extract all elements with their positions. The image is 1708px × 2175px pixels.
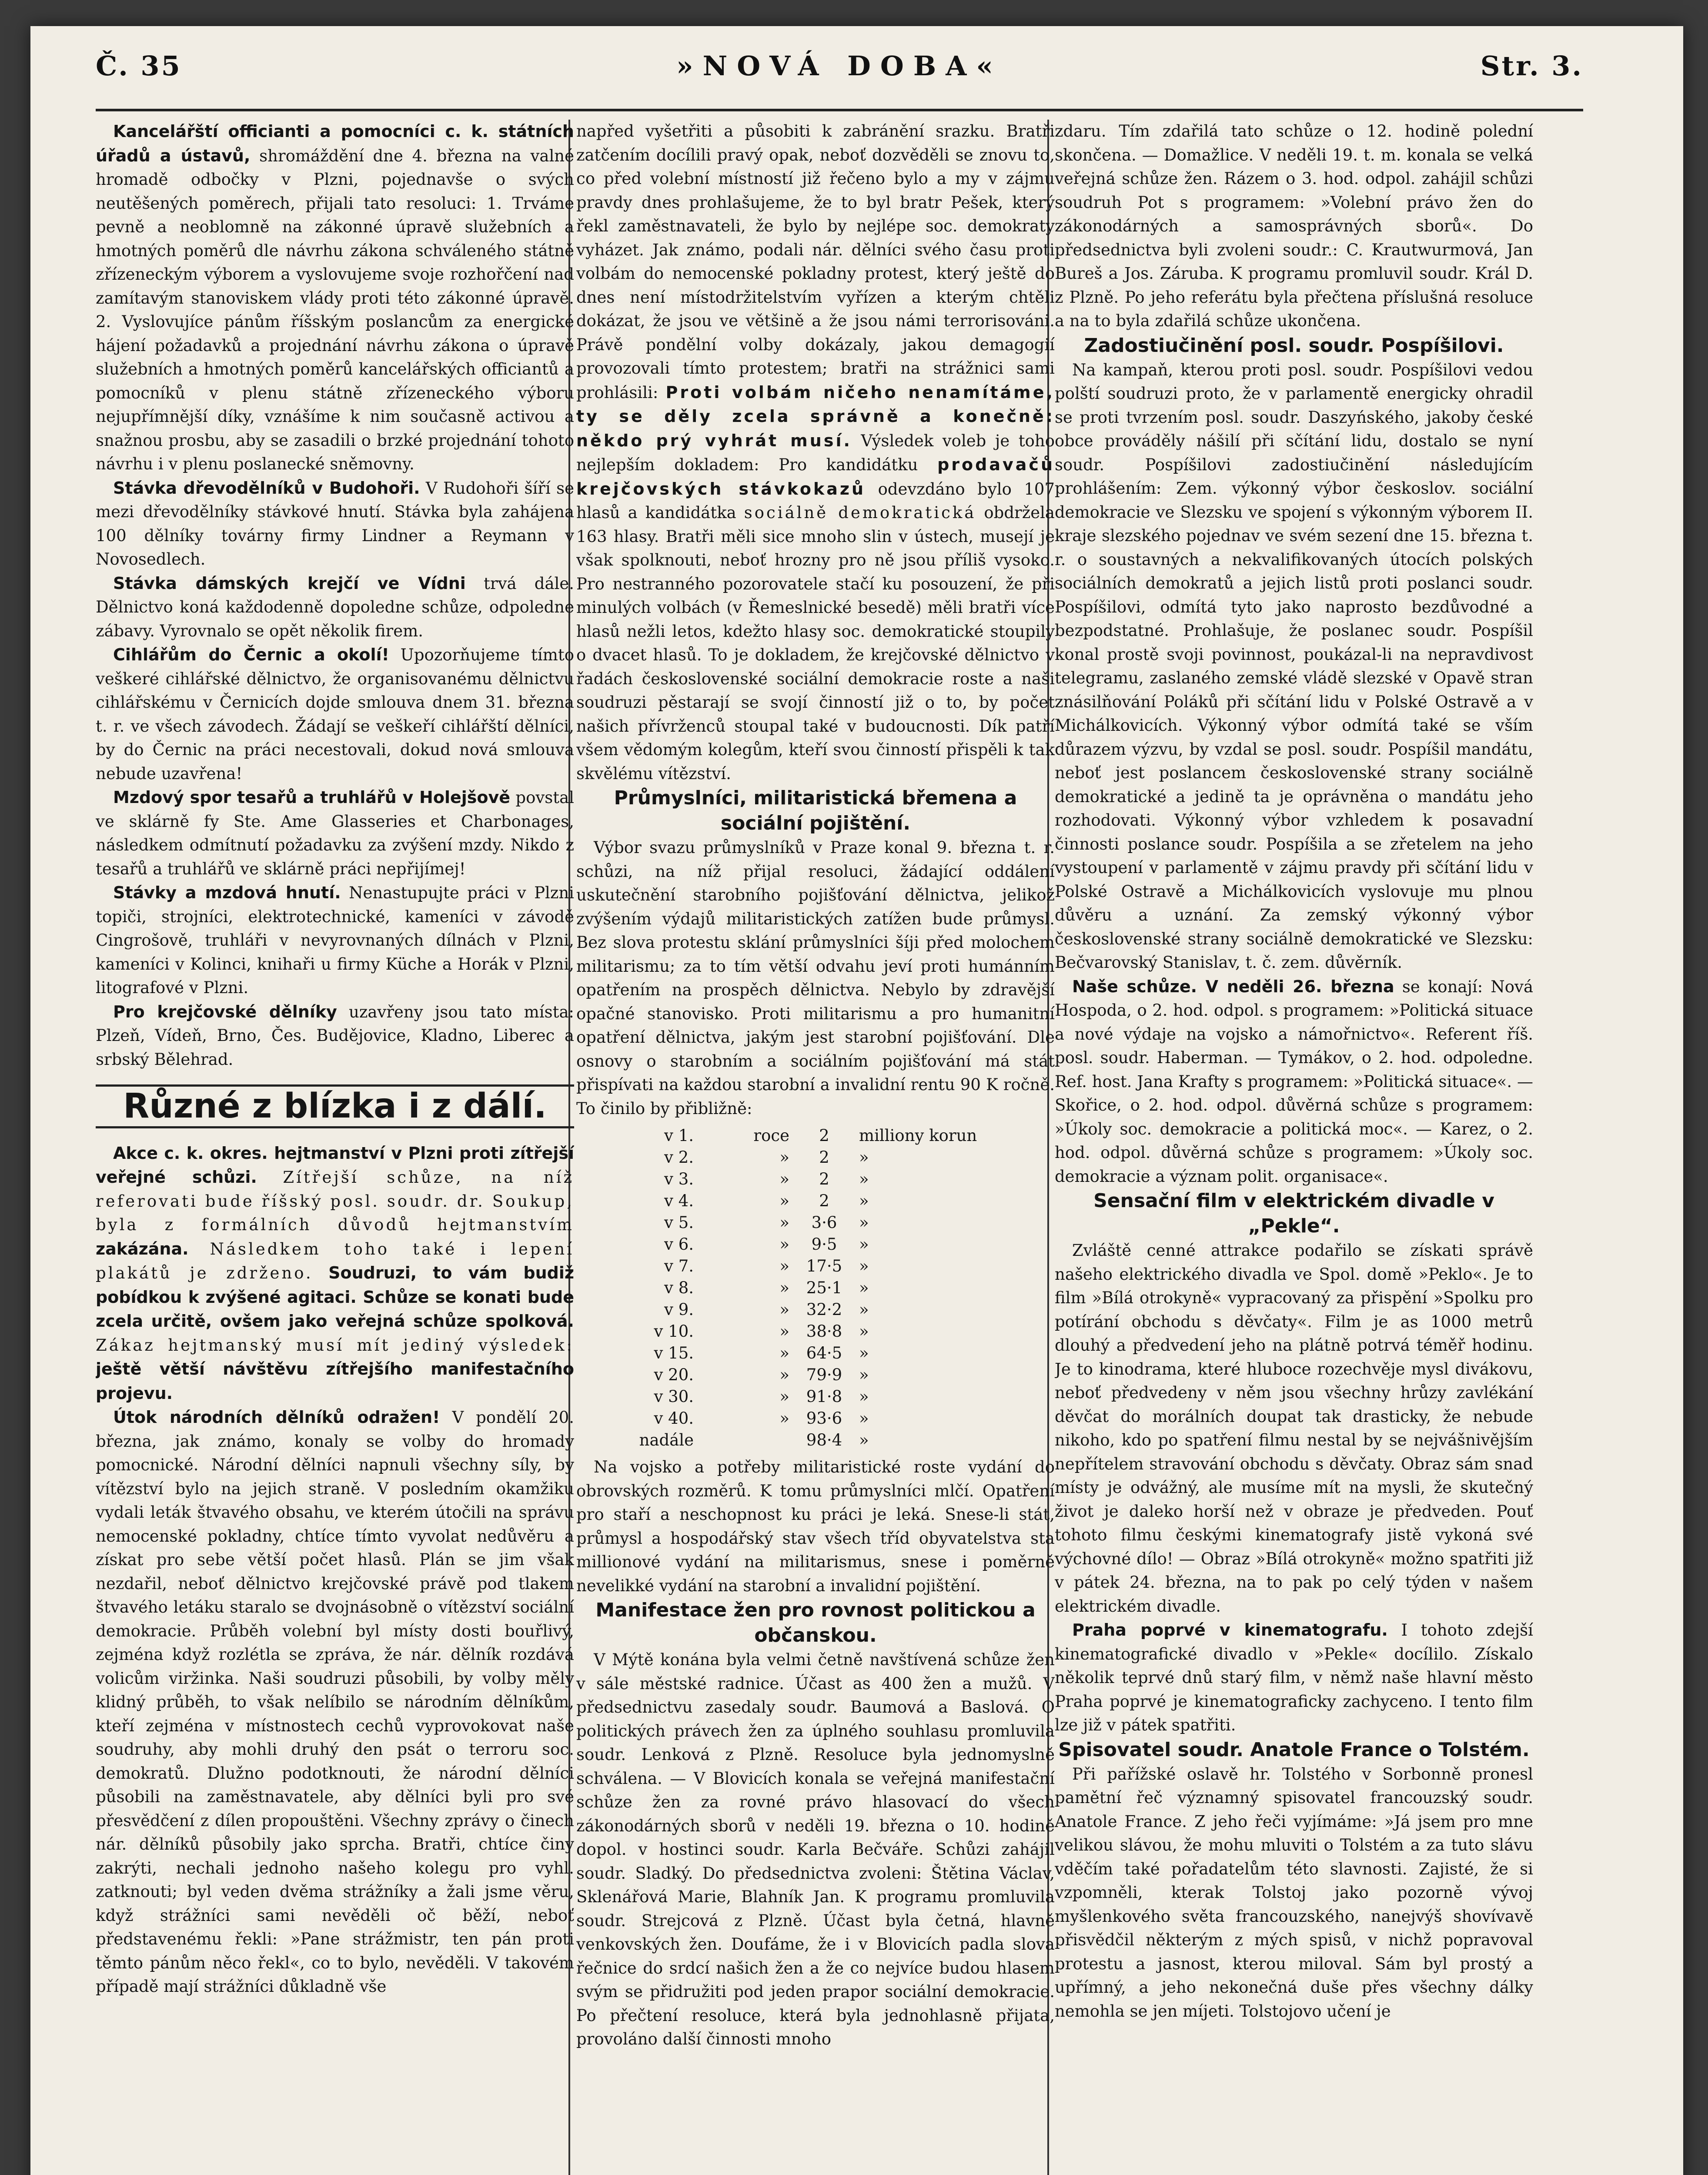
table-cell-d: » xyxy=(859,1278,869,1297)
article-praha-heading: Praha poprvé v kinematografu. xyxy=(1072,1620,1388,1640)
table-cell-a: v 8. xyxy=(664,1278,694,1297)
table-cell-c: 93·6 xyxy=(806,1409,842,1428)
table-cell-d: » xyxy=(859,1170,869,1188)
table-cell-a: v 7. xyxy=(664,1257,694,1275)
column-3 xyxy=(1055,120,1533,2175)
article-officianti-body: shromáždění dne 4. března na valné hromadě odbočky v Plzni, pojednavše o svých neutěšených poměrech, přijali tato resoluci: 1. Trváme pevně a neoblomně na zákonné úpravě služebních a hmotných poměrů dle návrhu zákona schváleného státně zřízeneckým výborem a vyslovujeme svoje rozhořčení nad zamítavým stanoviskem vlády proti této zákonné úpravě. 2. Vyslovujíce pánům říšským poslancům za energické hájení požadavků a projednání návrhu zákona o úpravě služebních a hmotných poměrů kancelářských officiantů a pomocníků v plenu státně zřízeneckého výboru nejupřímnější díky, vznášíme k nim současně activou a snažnou prosbu, aby se zasadili o brzké projednání tohoto návrhu i v plenu poslanecké sněmovny. xyxy=(96,146,574,473)
section-title: Různé z blízka i z dálí. xyxy=(96,1084,574,1128)
table-cell-a: v 10. xyxy=(654,1322,694,1341)
table-row xyxy=(576,1190,1055,1212)
table-cell-a: v 3. xyxy=(664,1170,694,1188)
article-budohor xyxy=(96,476,574,572)
table-cell-d: » xyxy=(859,1235,869,1254)
table-cell-d: » xyxy=(859,1344,869,1362)
table-cell-c: 64·5 xyxy=(806,1344,842,1362)
table-cell-b: » xyxy=(779,1409,789,1428)
table-cell-a: v 2. xyxy=(664,1148,694,1167)
article-utok-body-3: odevzdáno bylo 107 hlasů a kandidátka xyxy=(576,479,1055,522)
article-akce-body-3: Zákaz hejtmanský musí mít jediný výsledek: xyxy=(96,1335,574,1355)
article-utok-body-2: Výsledek voleb je toho nejlepším dokladem: Pro kandidátku xyxy=(576,431,1055,474)
table-row xyxy=(576,1342,1055,1364)
article-akce-bold-1: zakázána. xyxy=(96,1239,189,1258)
table-cell-b: » xyxy=(779,1387,789,1406)
article-stavky-body: Nenastupujte práci v Plzni topiči, strojníci, elektrotechnické, kameníci v závodě Cingrošově, truhláři v nevyrovnaných dílnách v Plzni, kameníci v Kolinci, knihaři u firmy Küche a Horák v Plzni, litografové v Plzni. xyxy=(96,883,574,997)
table-cell-b: » xyxy=(779,1170,789,1188)
table-cell-d: milliony korun xyxy=(859,1126,977,1145)
table-cell-b: » xyxy=(779,1235,789,1254)
table-cell-b: roce xyxy=(753,1126,789,1145)
table-cell-c: 2 xyxy=(819,1170,829,1188)
table-row xyxy=(576,1255,1055,1277)
article-film-body: Zvláště cenné attrakce podařilo se získati správě našeho elektrického divadla ve Spol. domě »Peklo«. Je to film »Bílá otrokyně« vypracovaný za přispění »Spolku pro potírání obchodu s děvčaty«. Film je as 1000 metrů dlouhý a předvedení jeho na plátně potrvá téměř hodinu. Je to kinodrama, které hluboce rozechvěje mysl divákovu, neboť předvedeny v něm jsou všechny hrůzy zavlékání děvčat do morálních doupat tak drasticky, že nebude nikoho, kdo po spatření filmu nestal by se nejvášnivějším nepřítelem stravování obchodu s děvčaty. Obraz sám snad místy je odvážný, ale musíme mít na mysli, že skutečný život je daleko horší než v obraze je předveden. Pouť tohoto filmu českými kinematografy jistě vykoná své výchovné dílo! — Obraz »Bílá otrokyně« možno spatřiti již v pátek 24. března, na to pak po celý týden v našem elektrickém divadle. xyxy=(1055,1241,1533,1616)
table-row xyxy=(576,1386,1055,1408)
article-akce xyxy=(96,1141,574,1406)
article-utok-heading: Útok národních dělníků odražen! xyxy=(113,1408,440,1427)
table-cell-d: » xyxy=(859,1148,869,1167)
article-akce-bold-2: Soudruzi, to vám budiž pobídkou k zvýšené agitaci. Schůze se konati bude zcela určitě, ovšem jako veřejná schůze spolková. xyxy=(96,1263,574,1331)
table-cell-c: 25·1 xyxy=(806,1278,842,1297)
table-row xyxy=(576,1147,1055,1168)
article-schuze xyxy=(1055,975,1533,1189)
table-cell-b: » xyxy=(779,1191,789,1210)
article-akce-body-1: Zítřejší schůze, na níž referovati bude říšský posl. soudr. dr. Soukup, byla z formálních důvodů hejtmanstvím xyxy=(96,1168,574,1234)
table-cell-b: » xyxy=(779,1322,789,1341)
article-holejsov-heading: Mzdový spor tesařů a truhlářů v Holejšově xyxy=(113,788,511,807)
table-cell-d: » xyxy=(859,1365,869,1384)
table-row xyxy=(576,1168,1055,1190)
table-cell-d: » xyxy=(859,1213,869,1232)
table-cell-c: 17·5 xyxy=(806,1257,842,1275)
article-holejsov xyxy=(96,786,574,881)
article-manifestace-continued: zdaru. Tím zdařilá tato schůze o 12. hodině polední skončena. — Domažlice. V neděli 19. t. m. konala se velká veřejná schůze žen. Rázem o 3. hod. odpol. zahájil schůzi soudruh Pot s programem: »Volební právo žen do zákonodárných a samosprávných sborů«. Do předsednictva byli zvoleni soudr.: C. Krautwurmová, Jan Bureš a Jos. Záruba. K programu promluvil soudr. Král D. z Plzně. Po jeho referátu byla přečtena příslušná resoluce a na to byla zdařilá schůze ukončena. xyxy=(1055,122,1533,330)
article-france-heading: Spisovatel soudr. Anatole France o Tolstém. xyxy=(1058,1738,1530,1761)
article-utok-body-4: obdržela 163 hlasy. Bratři měli sice mnoho slin v ústech, musejí je však spolknouti, neboť hrozny pro ně jsou příliš vysoko. Pro nestranného pozorovatele stačí ku posouzení, že při minulých volbách (v Řemeslnické besedě) měli bratři více hlasů nežli letos, kdežto hlasy soc. demokratické stoupily o dvacet hlasů. To je dokladem, že krejčovské dělnictvo v řadách československé sociální demokracie roste a naši soudruzi pěstarají se svojí činností již o to, by počet našich přívrženců stoupal také v budoucnosti. Dík patří všem vědomým kolegům, kteří svou činností přispěli k tak skvělému vítězství. xyxy=(576,503,1055,783)
table-row xyxy=(576,1408,1055,1429)
article-prumyslnici-heading: Průmyslníci, militaristická břemena a sociální pojištění. xyxy=(614,787,1017,834)
table-cell-a: v 20. xyxy=(654,1365,694,1384)
newspaper-title: »NOVÁ DOBA« xyxy=(676,50,1003,82)
article-holejsov-body: povstal ve sklárně fy Ste. Ame Glasseries et Charbonages, následkem odmítnutí požadavku za zvýšení mzdy. Nikdo z tesařů a truhlářů ve sklárně práci nepřijímej! xyxy=(96,788,574,878)
article-utok xyxy=(96,1405,574,1999)
article-krejci-viden xyxy=(96,572,574,643)
table-row xyxy=(576,1321,1055,1342)
table-cell-a: v 15. xyxy=(654,1344,694,1362)
table-row xyxy=(576,1234,1055,1255)
table-row xyxy=(576,1277,1055,1299)
table-cell-a: v 40. xyxy=(654,1409,694,1428)
article-officianti-heading: Kancelářští officianti a pomocníci c. k. státních úřadů a ústavů, xyxy=(96,122,574,165)
table-cell-b: » xyxy=(779,1300,789,1319)
article-utok-continued xyxy=(576,120,1055,786)
article-utok-continued-body: napřed vyšetřiti a působiti k zabránění srazku. Bratři zatčením docílili pravý opak, neboť dozvěděli se znovu to, co před volební místností již řečeno bylo a my v zájmu pravdy dnes prohlašujeme, že to byl bratr Pešek, který řekl zaměstnavateli, že bylo by nejlépe soc. demokraty vyházet. Jak známo, podali nár. dělníci svého času proti volbám do nemocenské pokladny protest, který ještě do dnes není místodržitelstvím vyřízen a kterým chtěli dokázat, že jsou ve většině a že jsou námi terrorisováni. Právě pondělní volby dokázaly, jakou demagogií provozovali tímto protestem; bratři na strážnici sami prohlásili: xyxy=(576,122,1055,402)
table-cell-d: » xyxy=(859,1409,869,1428)
table-cell-c: 98·4 xyxy=(806,1431,842,1449)
table-cell-a: v 9. xyxy=(664,1300,694,1319)
table-cell-d: » xyxy=(859,1431,869,1449)
article-utok-quote: Proti volbám ničeho nenamítáme, ty se děly zcela správně a konečně: někdo prý vyhrát musí. xyxy=(576,382,1055,450)
table-row xyxy=(576,1429,1055,1451)
article-budohor-body: V Rudohoři šíří se mezi dřevodělníky stávkové hnutí. Stávka byla zahájena 100 dělníky továrny firmy Lindner a Reymann v Novosedlech. xyxy=(96,478,574,569)
table-cell-d: » xyxy=(859,1257,869,1275)
table-cell-a: nadále xyxy=(639,1431,694,1449)
table-cell-c: 3·6 xyxy=(811,1213,837,1232)
article-officianti xyxy=(96,120,574,476)
article-stavky-heading: Stávky a mzdová hnutí. xyxy=(113,883,341,902)
table-cell-b: » xyxy=(779,1365,789,1384)
article-krejcovske-body: uzavřeny jsou tato místa: Plzeň, Vídeň, Brno, Čes. Budějovice, Kladno, Liberec a srbský Bělehrad. xyxy=(96,1002,574,1069)
article-cihlari xyxy=(96,643,574,786)
article-krejcovske xyxy=(96,1000,574,1072)
article-cihlari-body: Upozorňujeme tímto veškeré cihlářské dělnictvo, že organisovanému dělnictvu cihlářskému v Černicích dojde smlouva dnem 31. března t. r. ve všech závodech. Žádají se veškeří cihlářští dělníci, by do Černic na práci necestovali, dokud nová smlouva nebude uzavřena! xyxy=(96,646,574,783)
table-row xyxy=(576,1212,1055,1234)
table-cell-b: » xyxy=(779,1213,789,1232)
table-cell-c: 2 xyxy=(819,1148,829,1167)
article-praha-body: I tohoto zdejší kinematografické divadlo v »Pekle« docílilo. Získalo několik teprvé dnů starý film, v němž naše hlavní město Praha poprvé je kinematograficky zachyceno. I tento film lze již v pátek spatřiti. xyxy=(1055,1621,1533,1734)
article-akce-bold-3: ještě větší návštěvu zítřejšího manifestačního projevu. xyxy=(96,1359,574,1403)
table-cell-c: 9·5 xyxy=(811,1235,837,1254)
article-stavky xyxy=(96,881,574,1000)
article-akce-body-2: Následkem toho také i lepení plakátů je zdrženo. xyxy=(96,1239,574,1282)
table-cell-b: » xyxy=(779,1344,789,1362)
table-cell-c: 2 xyxy=(819,1191,829,1210)
article-film-heading: Sensační film v elektrickém divadle v „Pekle“. xyxy=(1093,1190,1494,1237)
article-manifestace-body: V Mýtě konána byla velmi četně navštívená schůze žen v sále městské radnice. Účast as 400 žen a mužů. V předsednictvu zasedaly soudr. Baumová a Baslová. O politických právech žen za úplného souhlasu promluvila soudr. Lenková z Plzně. Resoluce byla jednomyslně schválena. — V Blovicích konala se veřejná manifestační schůze žen za rovné právo hlasovací do všech zákonodárných sborů v neděli 19. března o 10. hodině dopol. v hostinci soudr. Karla Bečváře. Schůzi zahájil soudr. Sladký. Do předsednictva zvoleni: Štětina Václav, Sklenářová Marie, Blahník Jan. K programu promluvila soudr. Strejcová z Plzně. Účast byla četná, hlavně venkovských žen. Doufáme, že i v Blovicích padla slova řečnice do srdcí našich žen a že co nejvíce budou hlasem svým se přidružiti pod jeden prapor sociální demokracie. Po přečtení resoluce, která byla jednohlasně přijata, provoláno další činnosti mnoho xyxy=(576,1650,1055,2048)
issue-number: Č. 35 xyxy=(96,50,182,82)
masthead-rule xyxy=(96,109,1583,111)
column-2 xyxy=(576,120,1055,2175)
table-cell-a: v 5. xyxy=(664,1213,694,1232)
table-cell-a: v 30. xyxy=(654,1387,694,1406)
article-schuze-heading: Naše schůze. V neděli 26. března xyxy=(1072,977,1394,996)
table-cell-a: v 6. xyxy=(664,1235,694,1254)
article-pospisil-body: Na kampaň, kterou proti posl. soudr. Pospíšilovi vedou polští soudruzi proto, že v parlamentě energicky ohradil se proti tvrzením posl. soudr. Daszyńského, jakoby české obce prováděly nášilí při sčítání lidu, dostalo se nyní soudr. Pospíšilovi zadostiučinění následujícím prohlášením: Zem. výkonný výbor českoslov. sociální demokracie ve Slezsku ve spojení s výkonným výborem II. kraje slezského pojednav ve svém sezení dne 15. března t. r. o soustavných a nekvalifikovaných útocích polských sociálních demokratů a jejich listů proti poslanci soudr. Pospíšilovi, odmítá tyto jako naprosto bezdůvodné a bezpodstatné. Prohlašuje, že poslanec soudr. Pospíšil konal prostě svoji povinnost, poukázal-li na nepravdivost telegramu, zaslaného zemské vládě slezské v Opavě stran znásilňování Poláků při sčítání lidu v Polské Ostravě a v Michálkovicích. Výkonný výbor odmítá také se vším důrazem výzvu, by vzdal se posl. soudr. Pospíšil mandátu, neboť jest poslancem československé strany sociálně demokratické a jedině ta je oprávněna o mandátu jeho rozhodovati. Výkonný výbor vzhledem k posavadní činnosti poslance soudr. Pospíšila a se zřetelem na jeho vystoupení v parlamentě v zájmu pravdy při sčítání lidu v Polské Ostravě a Michálkovicích vyslovuje mu plnou důvěru a uznání. Za zemský výkonný výbor československé strany sociálně demokratické ve Slezsku: Bečvarovský Stanislav, t. č. zem. důvěrník. xyxy=(1055,360,1533,972)
table-cell-b: » xyxy=(779,1278,789,1297)
article-krejci-viden-body: trvá dále. Dělnictvo koná každodenně dopoledne schůze, odpoledne zábavy. Vyrovnalo se opět několik firem. xyxy=(96,574,574,640)
pension-cost-table xyxy=(576,1125,1055,1451)
article-budohor-heading: Stávka dřevodělníků v Budohoři. xyxy=(113,478,420,498)
article-utok-body: V pondělí 20. března, jak známo, konaly se volby do hromady pomocnické. Národní dělníci napnuli všechny síly, by vítězství bylo na jejich straně. V posledním okamžiku vydali leták štvavého obsahu, ve kterém útočili na správu nemocenské pokladny, chtíce tímto vyvolat nedůvěru a získat pro sebe větší počet hlasů. Plán se jim však nezdařil, neboť dělnictvo krejčovské právě pod tlakem štvavého letáku staralo se dvojnásobně o vítězství sociální demokracie. Průběh volební byl místy dosti bouřlivý, zejména když rozlétla se zpráva, že nár. dělník rozdává volicům viržinka. Naši soudruzi působili, by volby měly klidný průběh, to však nelíbilo se národním dělníkům, kteří zejména v místnostech cechů vyprovokovat naše soudruhy, aby mohli druhý den psát o terroru soc. demokratů. Dlužno podotknouti, že národní dělníci působili na zaměstnavatele, aby dělníci byli pro své přesvědčení z dílen propouštěni. Všechny zprávy o činech nár. dělníků působily jako sprcha. Bratři, chtíce činy zakrýti, nechali jednoho našeho kolegu pro vyhl. zatknouti; byl veden dvěma strážníky a žali jsme věru, když strážníci sami nevěděli oč běží, neboť představenému řekli: »Pane strážmistr, ten pán proti těmto pánům něco řekl«, co to bylo, nevěděli. V takovém případě mají strážníci důkladně vše xyxy=(96,1408,574,1996)
article-krejcovske-heading: Pro krejčovské dělníky xyxy=(113,1002,337,1021)
table-cell-d: » xyxy=(859,1300,869,1319)
page-number: Str. 3. xyxy=(1480,50,1583,82)
article-cihlari-heading: Cihlářům do Černic a okolí! xyxy=(113,645,389,664)
article-prumyslnici-body: Výbor svazu průmyslníků v Praze konal 9. března t. r. schůzi, na níž přijal resoluci, žádající oddálení uskutečnění starobního pojišťování dělnictva, jelikož zvýšením výdajů militaristických zatížen bude průmysl. Bez slova protestu sklání průmyslníci šíji před molochem militarismu; za to tím větší odvahu jeví proti humánním opatřením na prospěch dělnictva. Nebylo by zdravější opačné stanovisko. Proti militarismu a pro humanitní opatření dělnictva, jakým jest starobní pojišťování. Dle osnovy o starobním a sociálním pojišťování má stát přispívati na každou starobní a invalidní rentu 90 K ročně. To činilo by přibližně: xyxy=(576,838,1055,1118)
article-pospisil-heading: Zadostiučinění posl. soudr. Pospíšilovi. xyxy=(1084,334,1504,357)
table-cell-a: v 1. xyxy=(664,1126,694,1145)
table-cell-b xyxy=(698,1429,794,1451)
masthead xyxy=(96,50,1583,107)
table-cell-c: 2 xyxy=(819,1126,829,1145)
article-schuze-body: se konají: Nová Hospoda, o 2. hod. odpol. s programem: »Politická situace a nové výdaje na vojsko a námořnictvo«. Referent říš. posl. soudr. Haberman. — Tymákov, o 2. hod. odpoledne. Ref. host. Jana Krafty s programem: »Politická situace«. — Skořice, o 2. hod. odpol. důvěrná schůze s programem: »Úkoly soc. demokracie a politická moc«. — Karez, o 2. hod. odpol. důvěrná schůze s programem: »Úkoly soc. demokracie a význam polit. organisace«. xyxy=(1055,977,1533,1186)
table-cell-b: » xyxy=(779,1257,789,1275)
table-cell-c: 38·8 xyxy=(806,1322,842,1341)
table-cell-c: 91·8 xyxy=(806,1387,842,1406)
table-row xyxy=(576,1364,1055,1386)
table-cell-c: 32·2 xyxy=(806,1300,842,1319)
article-akce-heading: Akce c. k. okres. hejtmanství v Plzni proti zítřejší veřejné schůzi. xyxy=(96,1143,574,1187)
article-manifestace-heading: Manifestace žen pro rovnost politickou a občanskou. xyxy=(595,1599,1036,1646)
table-cell-a: v 4. xyxy=(664,1191,694,1210)
column-1 xyxy=(96,120,574,2175)
article-krejci-viden-heading: Stávka dámských krejčí ve Vídni xyxy=(113,573,466,593)
article-france-body: Při pařížské oslavě hr. Tolstého v Sorbonně pronesl pamětní řeč významný spisovatel francouzský soudr. Anatole France. Z jeho řeči vyjímáme: »Já jsem pro mne velikou slávou, že mohu mluviti o Tolstém a za tuto slávu vděčím také pořadatelům této slavnosti. Zajisté, že si vzpomněli, kterak Tolstoj jako pozorně vývoj myšlenkového světa francouzského, nanejvýš shovívavě přisvědčil některým z mých spisů, v nichž popravoval protestu a jasnost, kterou miloval. Sám byl prostý a upřímný, a jeho nekonečná duše přes všechny dálky nemohla se jen míjeti. Tolstojovo učení je xyxy=(1055,1764,1533,2021)
article-praha xyxy=(1055,1618,1533,1737)
table-cell-d: » xyxy=(859,1191,869,1210)
newspaper-page xyxy=(30,26,1683,2175)
table-cell-b: » xyxy=(779,1148,789,1167)
article-prumyslnici-body-2: Na vojsko a potřeby militaristické roste vydání do obrovských rozměrů. K tomu průmyslníci mlčí. Opatření pro staří a neschopnost ku práci je leká. Snese-li stát, průmysl a hospodářský stav všech tříd obyvatelstva sta millionové vydání na militarismus, snese i poměrně nevelikké vydání na starobní a invalidní pojištění. xyxy=(576,1458,1055,1595)
table-cell-c: 79·9 xyxy=(806,1365,842,1384)
table-cell-d: » xyxy=(859,1387,869,1406)
article-utok-spaced-2: prodavačů krejčovských stávkokazů xyxy=(576,455,1055,499)
table-cell-d: » xyxy=(859,1322,869,1341)
article-utok-spaced-3: sociálně demokratická xyxy=(744,503,976,522)
table-row xyxy=(576,1299,1055,1321)
table-row xyxy=(576,1125,1055,1147)
